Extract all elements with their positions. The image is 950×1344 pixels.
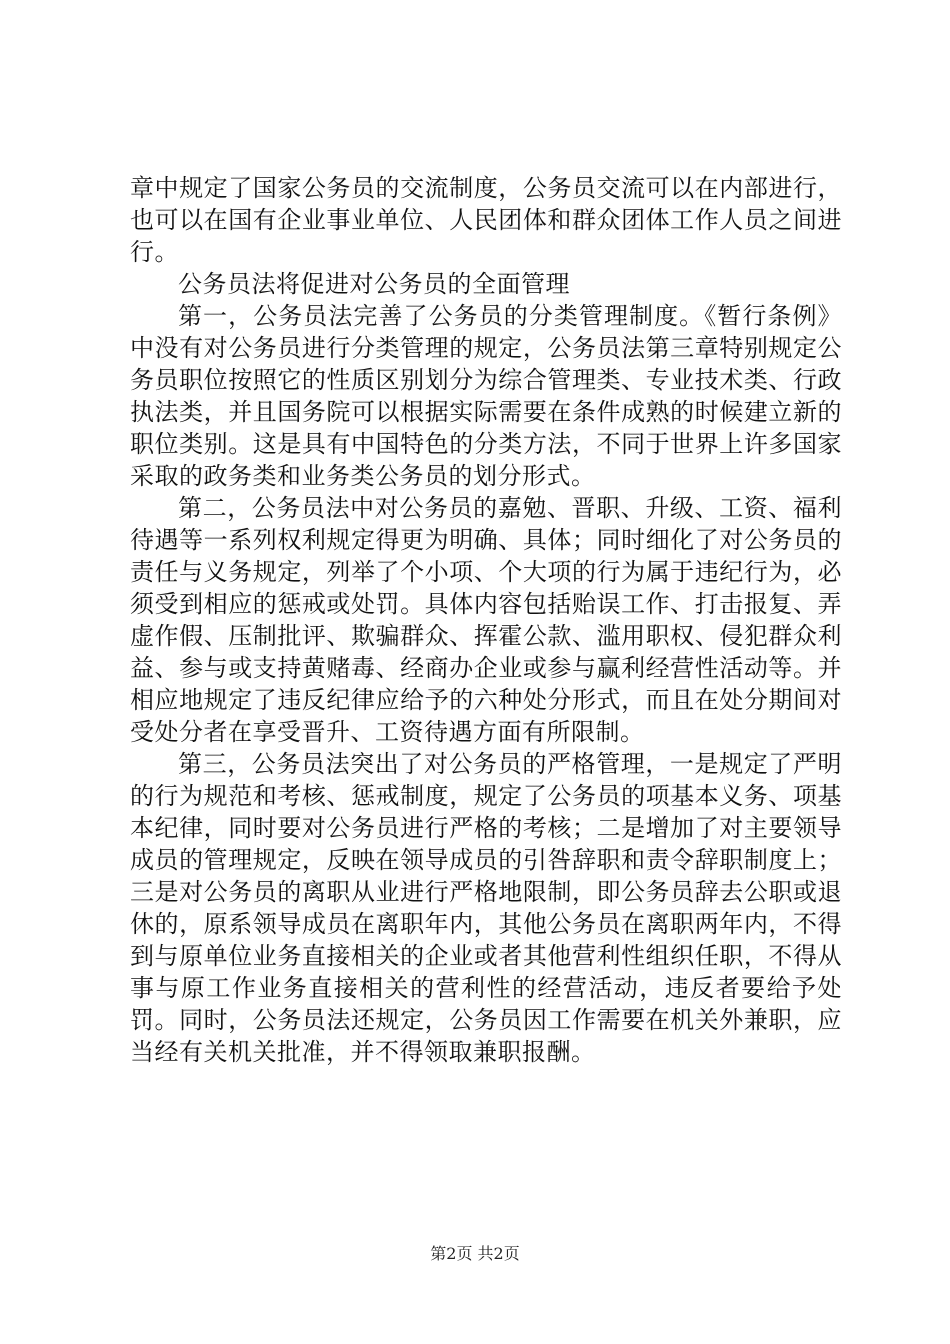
paragraph-continuation: 章中规定了国家公务员的交流制度，公务员交流可以在内部进行，也可以在国有企业事业单位、人民团体和群众团体工作人员之间进行。 (130, 174, 842, 266)
paragraph-second: 第二，公务员法中对公务员的嘉勉、晋职、升级、工资、福利待遇等一系列权利规定得更为明确、具体；同时细化了对公务员的责任与义务规定，列举了个小项、个大项的行为属于违纪行为，必须受到相应的惩戒或处罚。具体内容包括贻误工作、打击报复、弄虚作假、压制批评、欺骗群众、挥霍公款、滥用职权、侵犯群众利益、参与或支持黄赌毒、经商办企业或参与赢利经营性活动等。并相应地规定了违反纪律应给予的六种处分形式，而且在处分期间对受处分者在享受晋升、工资待遇方面有所限制。 (130, 494, 842, 746)
document-body (130, 172, 842, 1068)
page-number-footer: 第2页 共2页 (430, 1244, 520, 1263)
paragraph-third: 第三，公务员法突出了对公务员的严格管理，一是规定了严明的行为规范和考核、惩戒制度，规定了公务员的项基本义务、项基本纪律，同时要对公务员进行严格的考核；二是增加了对主要领导成员的管理规定，反映在领导成员的引咎辞职和责令辞职制度上；三是对公务员的离职从业进行严格地限制，即公务员辞去公职或退休的，原系领导成员在离职年内，其他公务员在离职两年内，不得到与原单位业务直接相关的企业或者其他营利性组织任职，不得从事与原工作业务直接相关的营利性的经营活动，违反者要给予处罚。同时，公务员法还规定，公务员因工作需要在机关外兼职，应当经有关机关批准，并不得领取兼职报酬。 (130, 750, 842, 1066)
paragraph-first: 第一，公务员法完善了公务员的分类管理制度。《暂行条例》中没有对公务员进行分类管理的规定，公务员法第三章特别规定公务员职位按照它的性质区别划分为综合管理类、专业技术类、行政执法类，并且国务院可以根据实际需要在条件成熟的时候建立新的职位类别。这是具有中国特色的分类方法，不同于世界上许多国家采取的政务类和业务类公务员的划分形式。 (130, 302, 842, 490)
section-heading: 公务员法将促进对公务员的全面管理 (178, 270, 570, 298)
